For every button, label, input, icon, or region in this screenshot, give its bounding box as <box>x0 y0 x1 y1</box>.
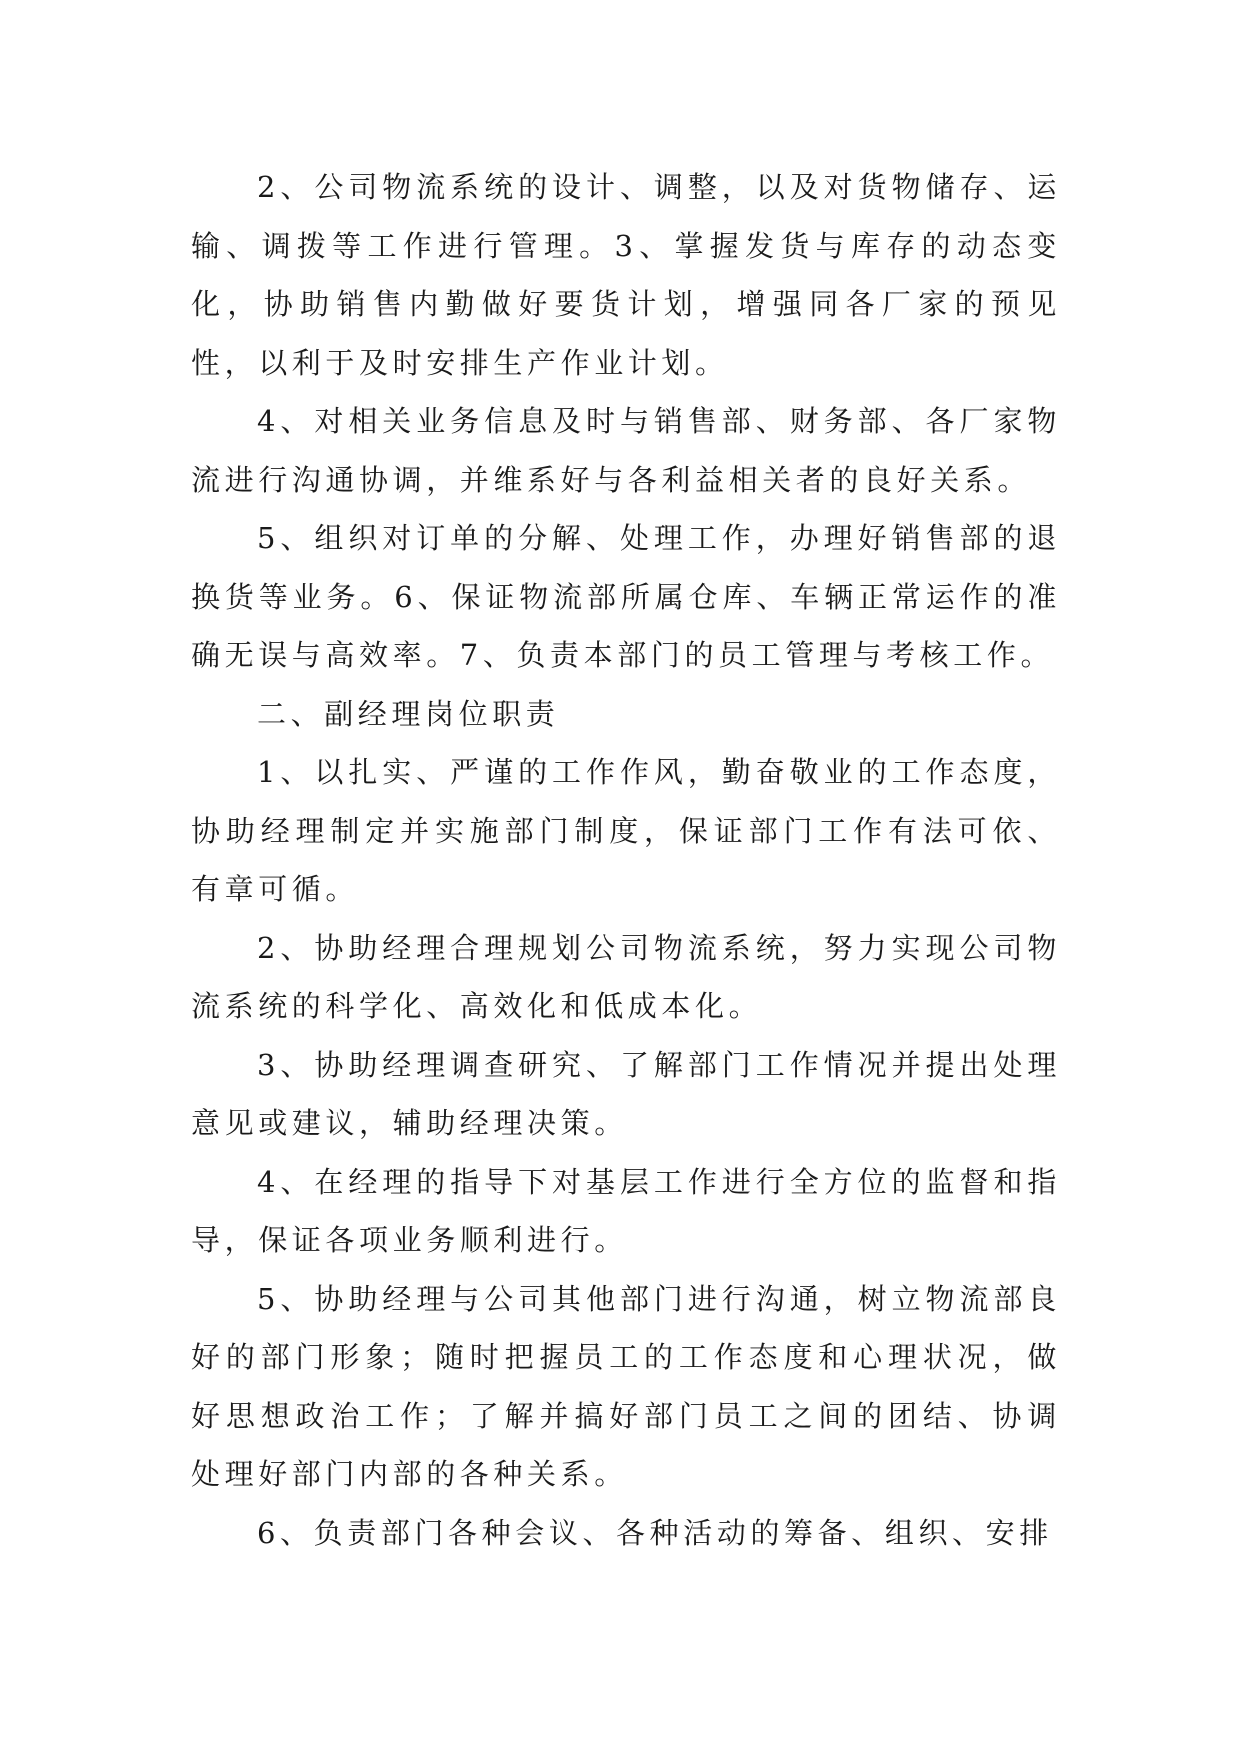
section-heading: 二、副经理岗位职责 <box>257 696 560 731</box>
paragraph: 6、负责部门各种会议、各种活动的筹备、组织、安排 <box>257 1515 1053 1550</box>
paragraph: 4、在经理的指导下对基层工作进行全方位的监督和指导，保证各项业务顺利进行。 <box>191 1164 1061 1257</box>
document-body <box>191 158 1061 1562</box>
paragraph: 2、协助经理合理规划公司物流系统，努力实现公司物流系统的科学化、高效化和低成本化。 <box>191 930 1061 1023</box>
paragraph: 3、协助经理调查研究、了解部门工作情况并提出处理意见或建议，辅助经理决策。 <box>191 1047 1061 1140</box>
paragraph: 5、协助经理与公司其他部门进行沟通，树立物流部良好的部门形象；随时把握员工的工作态度和心理状况，做好思想政治工作；了解并搞好部门员工之间的团结、协调处理好部门内部的各种关系。 <box>191 1281 1061 1491</box>
paragraph: 5、组织对订单的分解、处理工作，办理好销售部的退换货等业务。6、保证物流部所属仓库、车辆正常运作的准确无误与高效率。7、负责本部门的员工管理与考核工作。 <box>191 521 1061 672</box>
paragraph: 4、对相关业务信息及时与销售部、财务部、各厂家物流进行沟通协调，并维系好与各利益相关者的良好关系。 <box>191 404 1061 497</box>
paragraph: 2、公司物流系统的设计、调整，以及对货物储存、运输、调拨等工作进行管理。3、掌握发货与库存的动态变化，协助销售内勤做好要货计划，增强同各厂家的预见性，以利于及时安排生产作业计划。 <box>191 170 1061 380</box>
paragraph: 1、以扎实、严谨的工作作风，勤奋敬业的工作态度，协助经理制定并实施部门制度，保证部门工作有法可依、有章可循。 <box>191 755 1061 906</box>
